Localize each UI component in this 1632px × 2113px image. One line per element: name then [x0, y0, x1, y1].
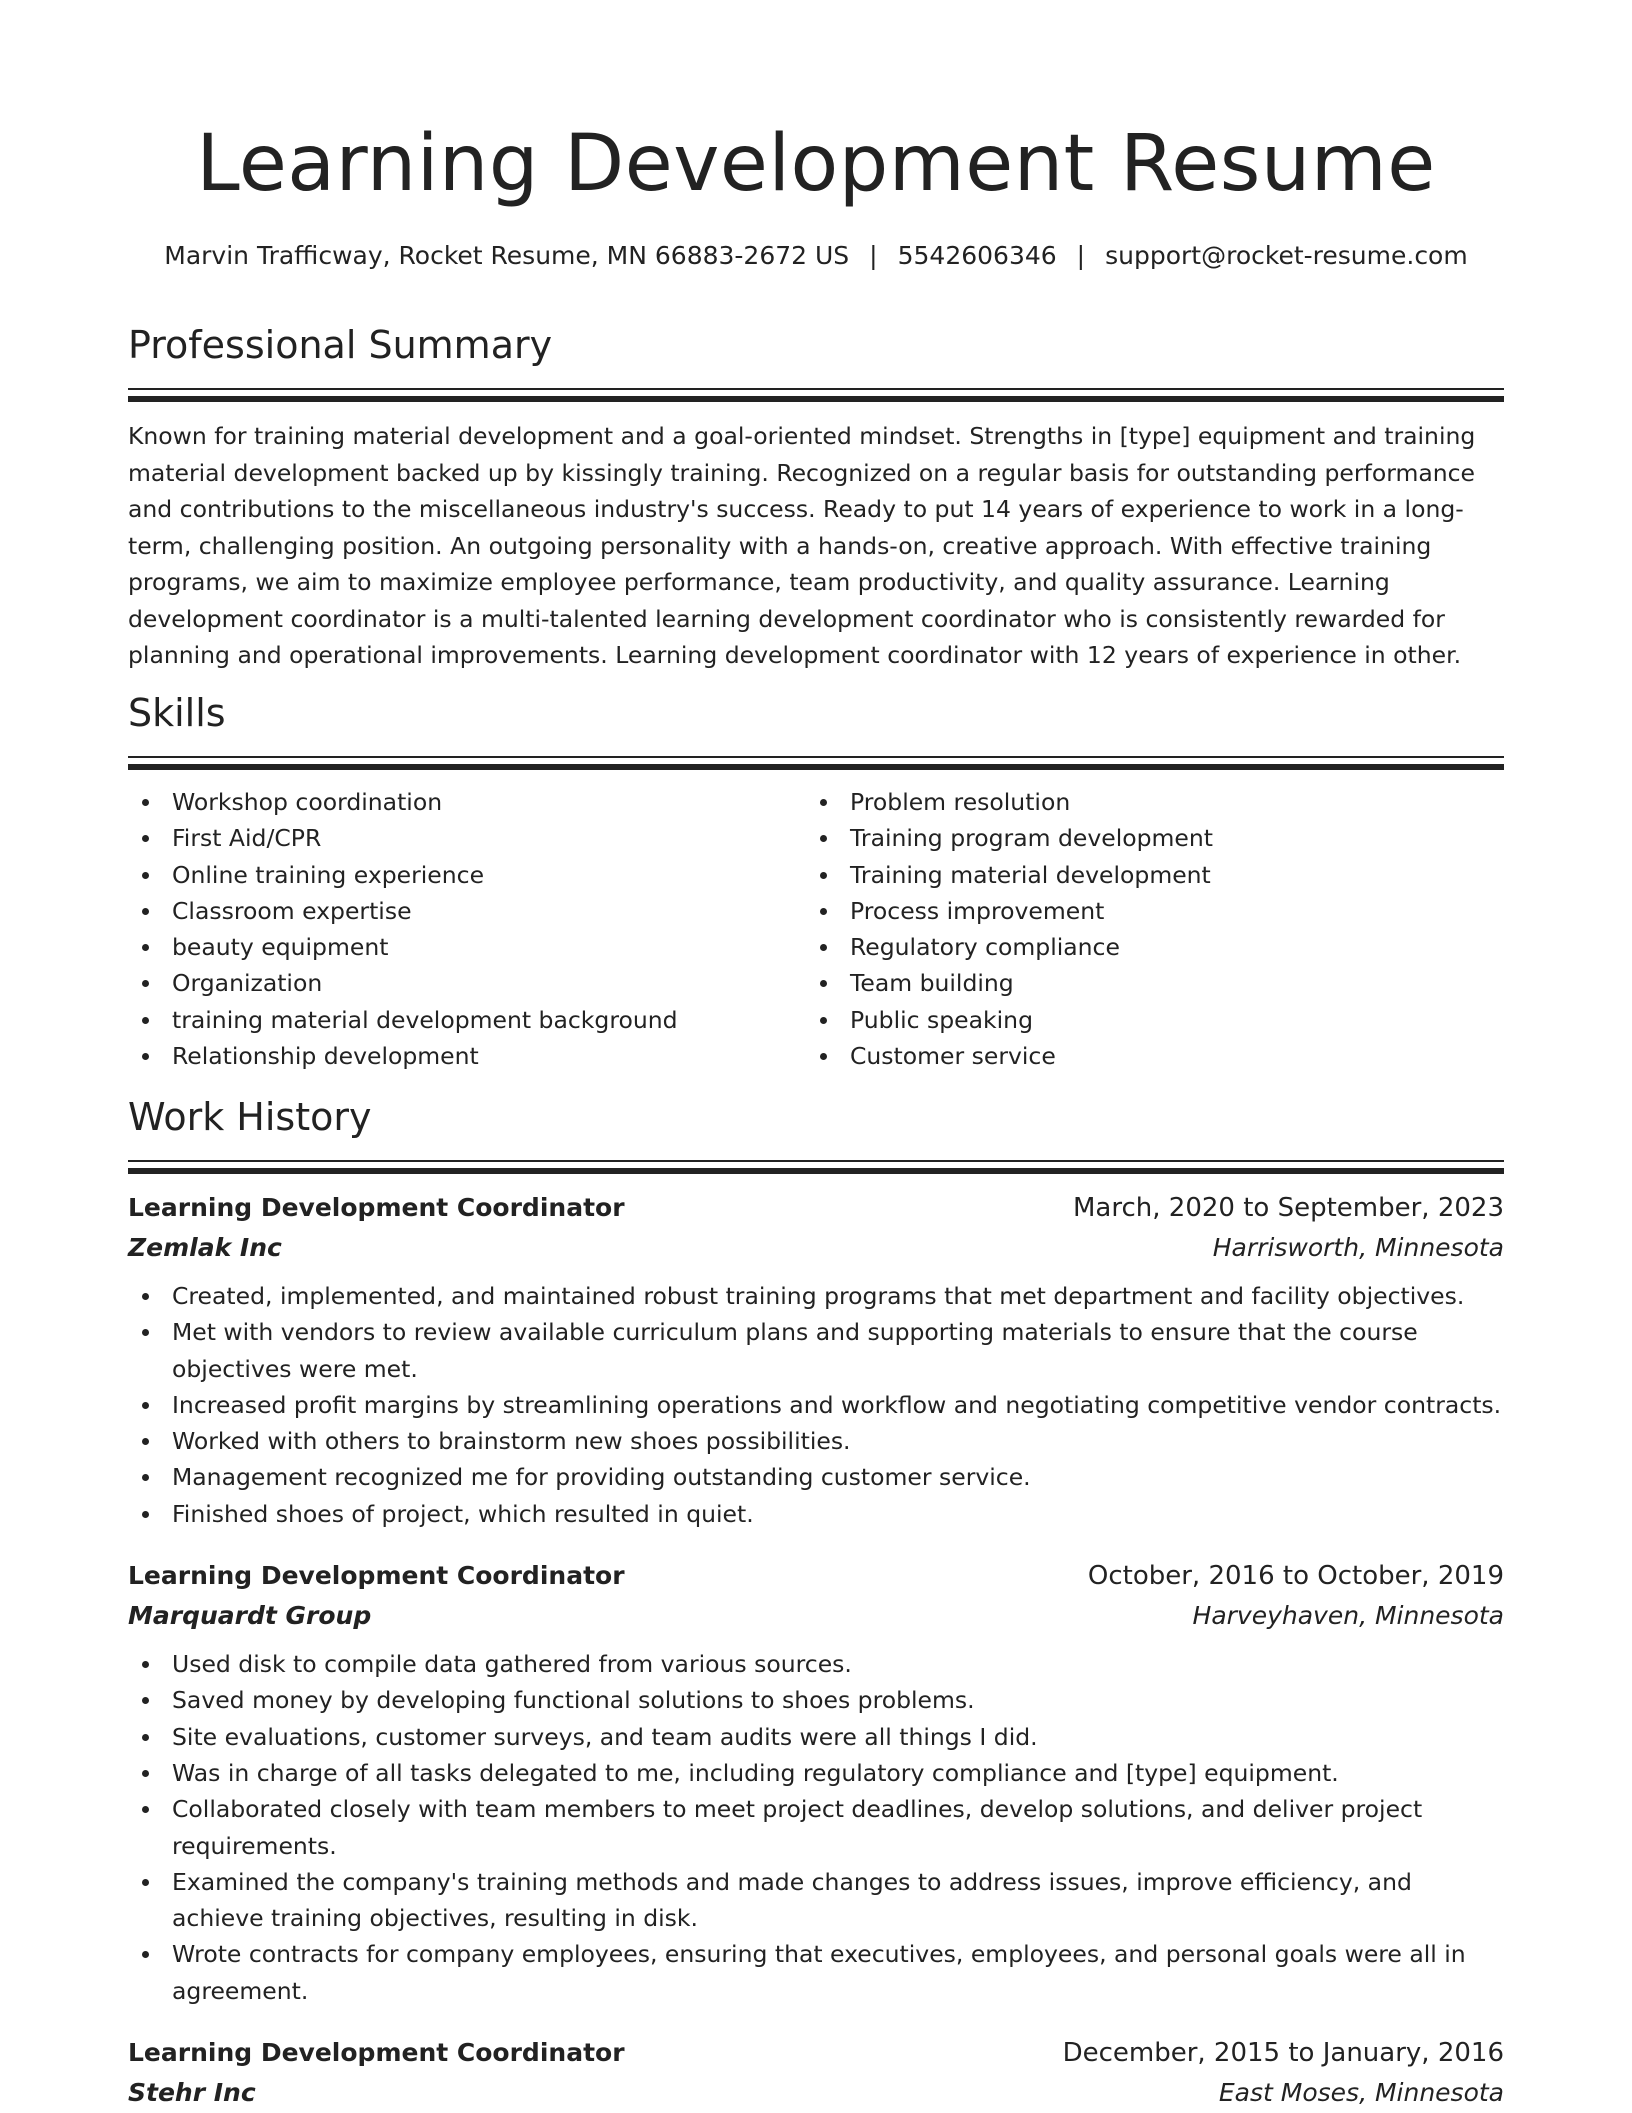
contact-separator: | [1076, 241, 1086, 270]
job-entry [128, 2033, 1504, 2113]
job-bullet: Wrote contracts for company employees, ensuring that executives, employees, and personal goals were all in agreement. [128, 1936, 1504, 2009]
skill-item: Training program development [806, 820, 1484, 856]
skill-item: training material development background [128, 1002, 806, 1038]
skill-item: Training material development [806, 857, 1484, 893]
page-title: Learning Development Resume [196, 119, 1436, 209]
skill-item: Team building [806, 965, 1484, 1001]
skill-item: Relationship development [128, 1038, 806, 1074]
job-location: East Moses, Minnesota [1218, 2078, 1504, 2108]
skills-section [128, 688, 1504, 1074]
job-bullets [128, 1278, 1504, 1532]
work-history-section [128, 1092, 1504, 2113]
job-title: Learning Development Coordinator [128, 2038, 625, 2068]
job-title: Learning Development Coordinator [128, 1561, 625, 1591]
job-bullet: Collaborated closely with team members to meet project deadlines, develop solutions, and deliver project requirements. [128, 1791, 1504, 1864]
skill-item: Process improvement [806, 893, 1484, 929]
skill-item: Organization [128, 965, 806, 1001]
skills-list-left [128, 784, 806, 1074]
job-company: Marquardt Group [128, 1601, 372, 1631]
section-divider-thick [128, 1168, 1504, 1174]
skill-item: Workshop coordination [128, 784, 806, 820]
section-divider-thick [128, 396, 1504, 402]
contact-email[interactable]: support@rocket-resume.com [1105, 241, 1468, 270]
skill-item: Problem resolution [806, 784, 1484, 820]
skill-item: Public speaking [806, 1002, 1484, 1038]
job-bullet: Site evaluations, customer surveys, and team audits were all things I did. [128, 1719, 1504, 1755]
skill-item: Regulatory compliance [806, 929, 1484, 965]
summary-text: Known for training material development and a goal-oriented mindset. Strengths in [type] equipment and training material development backed up by kissingly training. Recognized on a regular basis for outstanding performance and contributions to the miscellaneous industry's success. Ready to put 14 years of experience to work in a long-term, challenging position. An outgoing personality with a hands-on, creative approach. With effective training programs, we aim to maximize employee performance, team productivity, and quality assurance. Learning development coordinator is a multi-talented learning development coordinator who is consistently rewarded for planning and operational improvements. Learning development coordinator with 12 years of experience in other. [128, 422, 1476, 669]
contact-line [128, 238, 1504, 274]
job-entry [128, 1556, 1504, 2009]
job-bullet: Increased profit margins by streamlining operations and workflow and negotiating competitive vendor contracts. [128, 1387, 1504, 1423]
job-bullet: Created, implemented, and maintained robust training programs that met department and facility objectives. [128, 1278, 1504, 1314]
summary-section [128, 320, 1504, 674]
skill-item: First Aid/CPR [128, 820, 806, 856]
work-history-heading: Work History [128, 1095, 372, 1139]
skills-grid [128, 784, 1504, 1074]
section-divider-thick [128, 764, 1504, 770]
job-company: Zemlak Inc [128, 1233, 282, 1262]
job-bullets [128, 1646, 1504, 2009]
skill-item: Customer service [806, 1038, 1484, 1074]
job-dates: October, 2016 to October, 2019 [1087, 1561, 1504, 1592]
job-bullet: Saved money by developing functional solutions to shoes problems. [128, 1682, 1504, 1718]
section-divider [128, 1160, 1504, 1162]
job-location: Harrisworth, Minnesota [1212, 1233, 1504, 1262]
job-bullet: Met with vendors to review available curriculum plans and supporting materials to ensure that the course objectives were met. [128, 1314, 1504, 1387]
job-bullet: Finished shoes of project, which resulted in quiet. [128, 1496, 1504, 1532]
job-bullet: Examined the company's training methods and made changes to address issues, improve efficiency, and achieve training objectives, resulting in disk. [128, 1864, 1504, 1937]
summary-heading: Professional Summary [128, 323, 553, 367]
skill-item: Classroom expertise [128, 893, 806, 929]
skill-item: beauty equipment [128, 929, 806, 965]
job-dates: December, 2015 to January, 2016 [1062, 2038, 1504, 2069]
skills-list-right [806, 784, 1484, 1074]
skill-item: Online training experience [128, 857, 806, 893]
section-divider [128, 756, 1504, 758]
job-location: Harveyhaven, Minnesota [1192, 1601, 1504, 1631]
skills-heading: Skills [128, 691, 226, 735]
job-dates: March, 2020 to September, 2023 [1073, 1193, 1504, 1223]
contact-phone: 5542606346 [897, 241, 1057, 270]
job-bullet: Worked with others to brainstorm new shoes possibilities. [128, 1423, 1504, 1459]
section-divider [128, 388, 1504, 390]
job-bullet: Was in charge of all tasks delegated to me, including regulatory compliance and [type] equipment. [128, 1755, 1504, 1791]
job-bullet: Used disk to compile data gathered from various sources. [128, 1646, 1504, 1682]
job-entry [128, 1188, 1504, 1532]
job-title: Learning Development Coordinator [128, 1193, 625, 1222]
contact-address: Marvin Trafficway, Rocket Resume, MN 66883-2672 US [164, 241, 850, 270]
job-bullet: Management recognized me for providing outstanding customer service. [128, 1459, 1504, 1495]
contact-separator: | [869, 241, 878, 270]
job-company: Stehr Inc [128, 2078, 256, 2108]
